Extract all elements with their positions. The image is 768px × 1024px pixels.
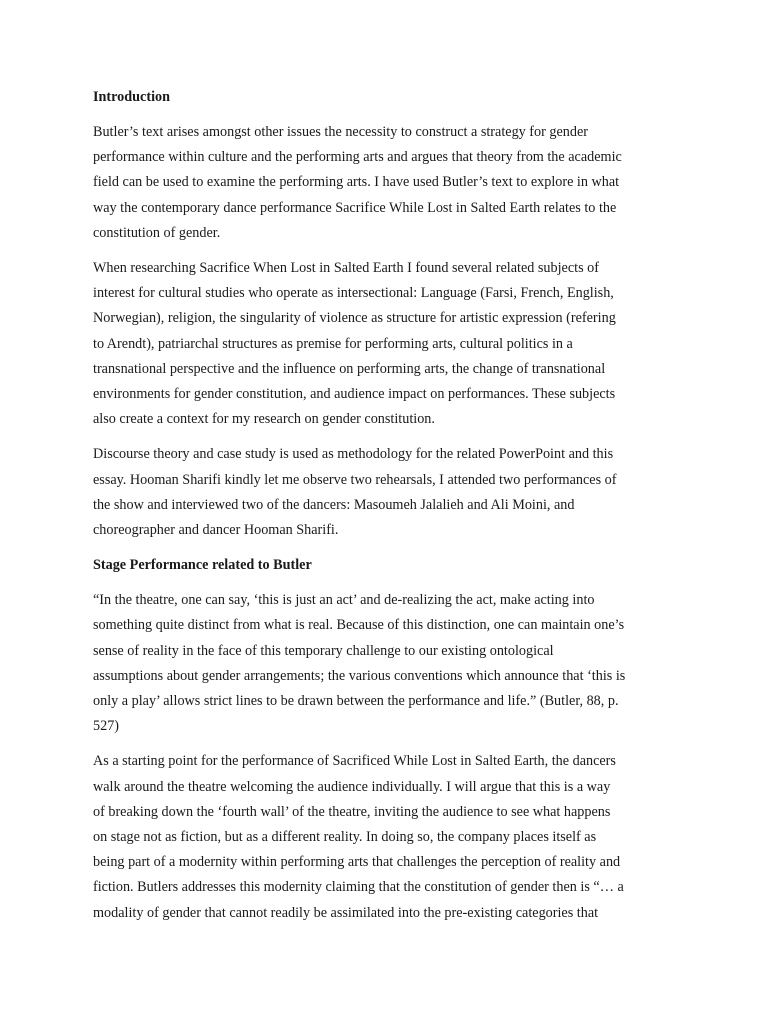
paragraph-2: When researching Sacrifice When Lost in Salted Earth I found several related subjects of interest for cultural studies who operate as intersectional: Language (Farsi, French, English, Norwegian), religion, the singularity of violence as structure for artistic expression (refering to Arendt), patriarchal structures as premise for performing arts, cultural politics in a transnational perspective and the influence on performing arts, the change of transnational environments for gender constitution, and audience impact on performances. These subjects also create a context for my research on gender constitution. [93,260,616,428]
section-heading-introduction: Introduction [93,89,170,105]
paragraph-4-quote: “In the theatre, one can say, ‘this is just an act’ and de-realizing the act, make acting into something quite distinct from what is real. Because of this distinction, one can maintain one’s sense of reality in the face of this temporary challenge to our existing ontological assumptions about gender arrangements; the various conventions which announce that ‘this is only a play’ allows strict lines to be drawn between the performance and life.” (Butler, 88, p. 527) [93,592,626,735]
paragraph-3: Discourse theory and case study is used as methodology for the related PowerPoint and this essay. Hooman Sharifi kindly let me observe two rehearsals, I attended two performances of the show and interviewed two of the dancers: Masoumeh Jalalieh and Ali Moini, and choreographer and dancer Hooman Sharifi. [93,446,617,539]
paragraph-5: As a starting point for the performance of Sacrificed While Lost in Salted Earth, the dancers walk around the theatre welcoming the audience individually. I will argue that this is a way of breaking down the ‘fourth wall’ of the theatre, inviting the audience to see what happens on stage not as fiction, but as a different reality. In doing so, the company places itself as being part of a modernity within performing arts that challenges the perception of reality and fiction. Butlers addresses this modernity claiming that the constitution of gender then is “… a modality of gender that cannot readily be assimilated into the pre-existing categories that [93,753,624,921]
paragraph-1: Butler’s text arises amongst other issues the necessity to construct a strategy for gender performance within culture and the performing arts and argues that theory from the academic field can be used to examine the performing arts. I have used Butler’s text to explore in what way the contemporary dance performance Sacrifice While Lost in Salted Earth relates to the constitution of gender. [93,124,622,241]
section-heading-stage-performance: Stage Performance related to Butler [93,557,312,574]
document-page [93,85,679,936]
